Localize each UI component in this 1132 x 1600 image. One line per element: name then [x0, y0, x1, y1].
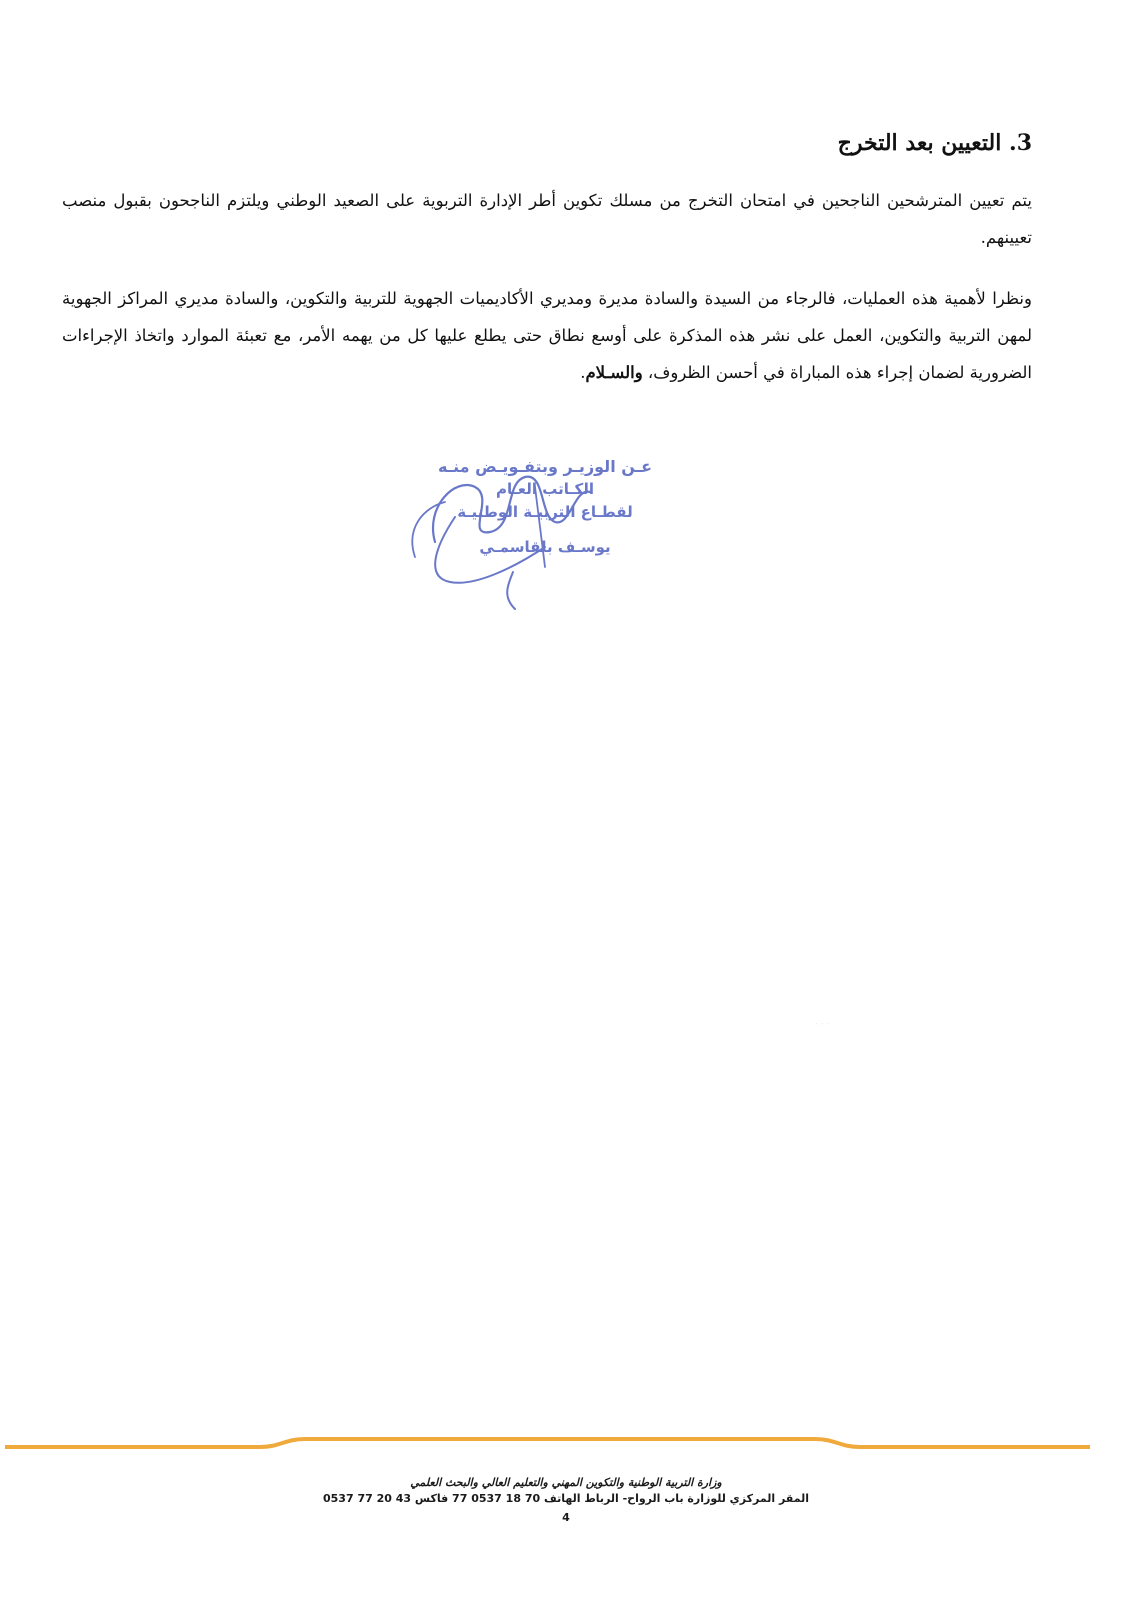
closing-salutation: والسـلام	[585, 363, 643, 382]
paragraph-appointment: يتم تعيين المترشحين الناجحين في امتحان التخرج من مسلك تكوين أطر الإدارة التربوية على الصعيد الوطني ويلتزم الناجحون بقبول منصب تعيينهم.	[62, 191, 1032, 247]
footer-ministry-name: وزارة التربية الوطنية والتكوين المهني والتعليم العالي والبحث العلمي	[410, 1476, 722, 1489]
footer-address: المقر المركزي للوزارة باب الرواح- الرباط الهاتف 70 18 0537 77 فاكس 43 20 77 0537	[323, 1492, 809, 1505]
signature-title-line: الكـاتب العـام	[496, 480, 594, 498]
signature-name: يوسـف بلقاسمـي	[479, 538, 611, 556]
paragraph-instructions-body: ونظرا لأهمية هذه العمليات، فالرجاء من السيدة والسادة مديرة ومديري الأكاديميات الجهوية للتربية والتكوين، والسادة مديري المراكز الجهوية لمهن التربية والتكوين، العمل على نشر هذه المذكرة على أوسع نطاق حتى يطلع عليها كل من يهمه الأمر، مع تعبئة الموارد واتخاذ الإجراءات الضرورية لضمان إجراء هذه المباراة في أحسن الظروف،	[62, 289, 1032, 382]
paragraph-instructions	[62, 280, 1032, 391]
signature-sector-line: لقطـاع التربيـة الوطنيـة	[457, 503, 633, 521]
page-footer	[0, 1475, 1132, 1527]
signature-stamp	[395, 455, 695, 615]
scan-speck: ˙ ˙ ˙	[815, 1023, 830, 1031]
closing-period: .	[580, 363, 586, 382]
section-heading: 3. التعيين بعد التخرج	[837, 130, 1032, 156]
footer-divider	[0, 1430, 1132, 1460]
signature-delegation-line: عـن الوزيـر وبتفـويـض منـه	[437, 457, 653, 476]
page-number: 4	[562, 1511, 570, 1524]
